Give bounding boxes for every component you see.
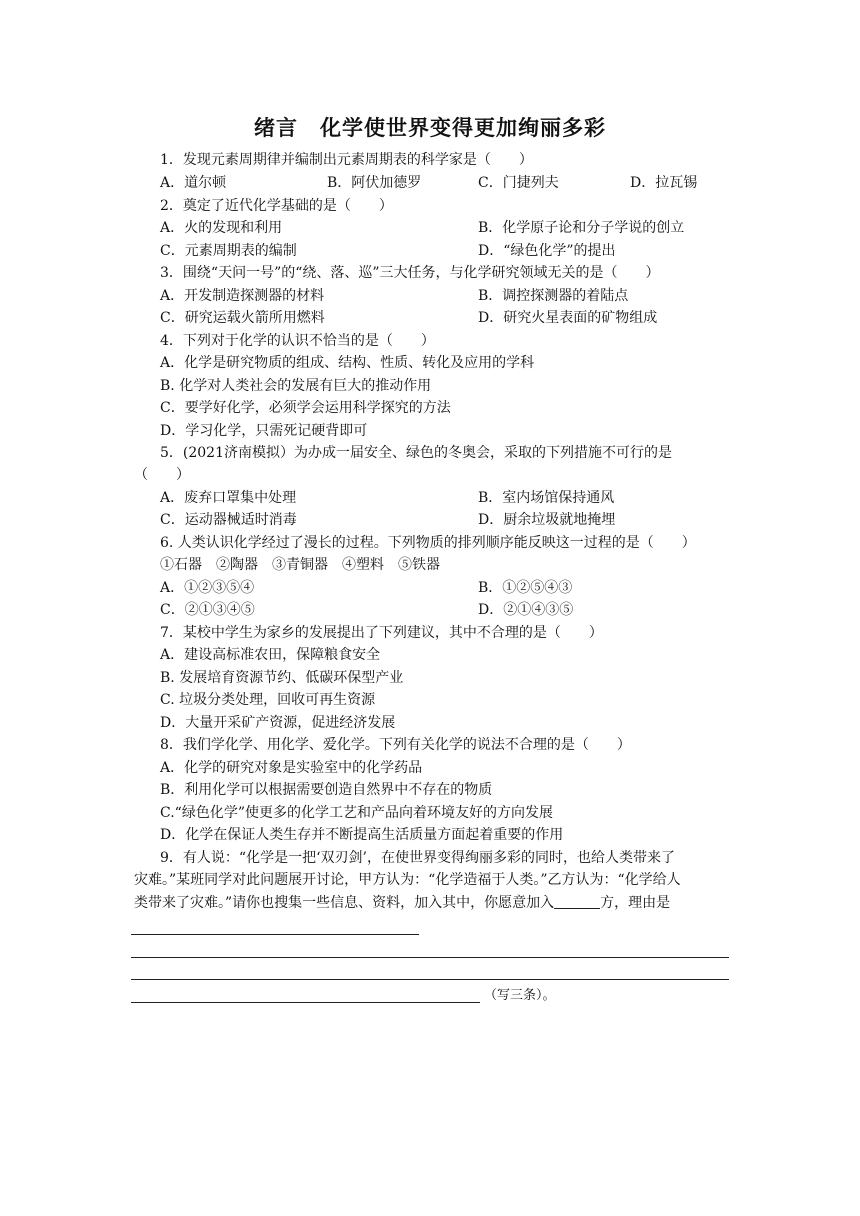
question-2-stem: 2．奠定了近代化学基础的是（ ） — [160, 198, 393, 214]
question-6-items: ①石器 ②陶器 ③青铜器 ④塑料 ⑤铁器 — [160, 557, 440, 573]
question-2-option-c: C．元素周期表的编制 — [160, 243, 297, 259]
question-9-line-3-end: 方，理由是 — [600, 895, 671, 911]
question-9-line-2: 灾难。”某班同学对此问题展开讨论，甲方认为：“化学造福于人类。”乙方认为：“化学给人 — [134, 872, 681, 888]
question-5-option-c: C．运动器械适时消毒 — [160, 512, 297, 528]
question-8-option-b: B．利用化学可以根据需要创造自然界中不存在的物质 — [160, 782, 493, 798]
question-4-option-a: A．化学是研究物质的组成、结构、性质、转化及应用的学科 — [160, 355, 535, 371]
question-3-option-c: C．研究运载火箭所用燃料 — [160, 310, 325, 326]
answer-line-2[interactable] — [131, 957, 729, 958]
question-9-line-3 — [134, 893, 670, 915]
question-3-option-b: B．调控探测器的着陆点 — [478, 288, 629, 304]
question-6-stem: 6. 人类认识化学经过了漫长的过程。下列物质的排列顺序能反映这一过程的是（ ） — [160, 535, 696, 551]
question-7-option-d: D．大量开采矿产资源，促进经济发展 — [160, 715, 396, 731]
question-4-option-d: D．学习化学，只需死记硬背即可 — [160, 423, 368, 439]
question-5-answer-bracket: （ ） — [134, 467, 190, 483]
question-8-stem: 8．我们学化学、用化学、爱化学。下列有关化学的说法不合理的是（ ） — [160, 737, 631, 753]
question-6-option-a: A．①②③⑤④ — [160, 580, 255, 596]
question-8-option-c: C.“绿色化学”使更多的化学工艺和产品向着环境友好的方向发展 — [160, 805, 553, 821]
question-5-stem: 5．(2021济南模拟）为办成一届安全、绿色的冬奥会，采取的下列措施不可行的是 — [160, 445, 672, 461]
answer-line-1[interactable] — [131, 934, 419, 935]
question-9-stem: 9．有人说：“化学是一把‘双刃剑’，在使世界变得绚丽多彩的同时，也给人类带来了 — [160, 850, 675, 866]
answer-note: （写三条）。 — [484, 988, 556, 1003]
question-7-option-c: C. 垃圾分类处理，回收可再生资源 — [160, 692, 376, 708]
side-choice-blank[interactable] — [554, 894, 600, 909]
question-3-option-a: A．开发制造探测器的材料 — [160, 288, 325, 304]
question-6-option-d: D．②①④③⑤ — [478, 602, 574, 618]
question-2-option-a: A．火的发现和利用 — [160, 220, 283, 236]
question-8-option-a: A．化学的研究对象是实验室中的化学药品 — [160, 760, 423, 776]
question-4-option-c: C．要学好化学，必须学会运用科学探究的方法 — [160, 400, 451, 416]
question-5-option-b: B．室内场馆保持通风 — [478, 490, 615, 506]
question-1-stem: 1．发现元素周期律并编制出元素周期表的科学家是（ ） — [160, 152, 533, 168]
question-7-option-b: B. 发展培育资源节约、低碳环保型产业 — [160, 670, 404, 686]
question-4-option-b: B. 化学对人类社会的发展有巨大的推动作用 — [160, 378, 432, 394]
question-4-stem: 4．下列对于化学的认识不恰当的是（ ） — [160, 333, 435, 349]
question-7-option-a: A．建设高标准农田，保障粮食安全 — [160, 647, 381, 663]
question-7-stem: 7．某校中学生为家乡的发展提出了下列建议，其中不合理的是（ ） — [160, 625, 603, 641]
question-1-option-c: C．门捷列夫 — [478, 175, 559, 191]
question-3-stem: 3．围绕“天问一号”的“绕、落、巡”三大任务，与化学研究领域无关的是（ ） — [160, 265, 660, 281]
question-5-option-d: D．厨余垃圾就地掩埋 — [478, 512, 616, 528]
answer-line-3[interactable] — [131, 979, 729, 980]
question-6-option-c: C．②①③④⑤ — [160, 602, 255, 618]
question-8-option-d: D．化学在保证人类生存并不断提高生活质量方面起着重要的作用 — [160, 827, 564, 843]
question-6-option-b: B．①②⑤④③ — [478, 580, 573, 596]
question-2-option-b: B．化学原子论和分子学说的创立 — [478, 220, 685, 236]
question-1-option-b: B．阿伏加德罗 — [327, 175, 422, 191]
question-9-line-3-text: 类带来了灾难。”请你也搜集一些信息、资料，加入其中，你愿意加入 — [134, 895, 555, 911]
page-title: 绪言 化学使世界变得更加绚丽多彩 — [254, 116, 606, 140]
question-2-option-d: D．“绿色化学”的提出 — [478, 243, 616, 259]
answer-line-4[interactable] — [131, 1002, 480, 1003]
question-3-option-d: D．研究火星表面的矿物组成 — [478, 310, 658, 326]
question-1-option-a: A．道尔顿 — [160, 175, 227, 191]
question-5-option-a: A．废弃口罩集中处理 — [160, 490, 297, 506]
question-1-option-d: D．拉瓦锡 — [630, 175, 698, 191]
